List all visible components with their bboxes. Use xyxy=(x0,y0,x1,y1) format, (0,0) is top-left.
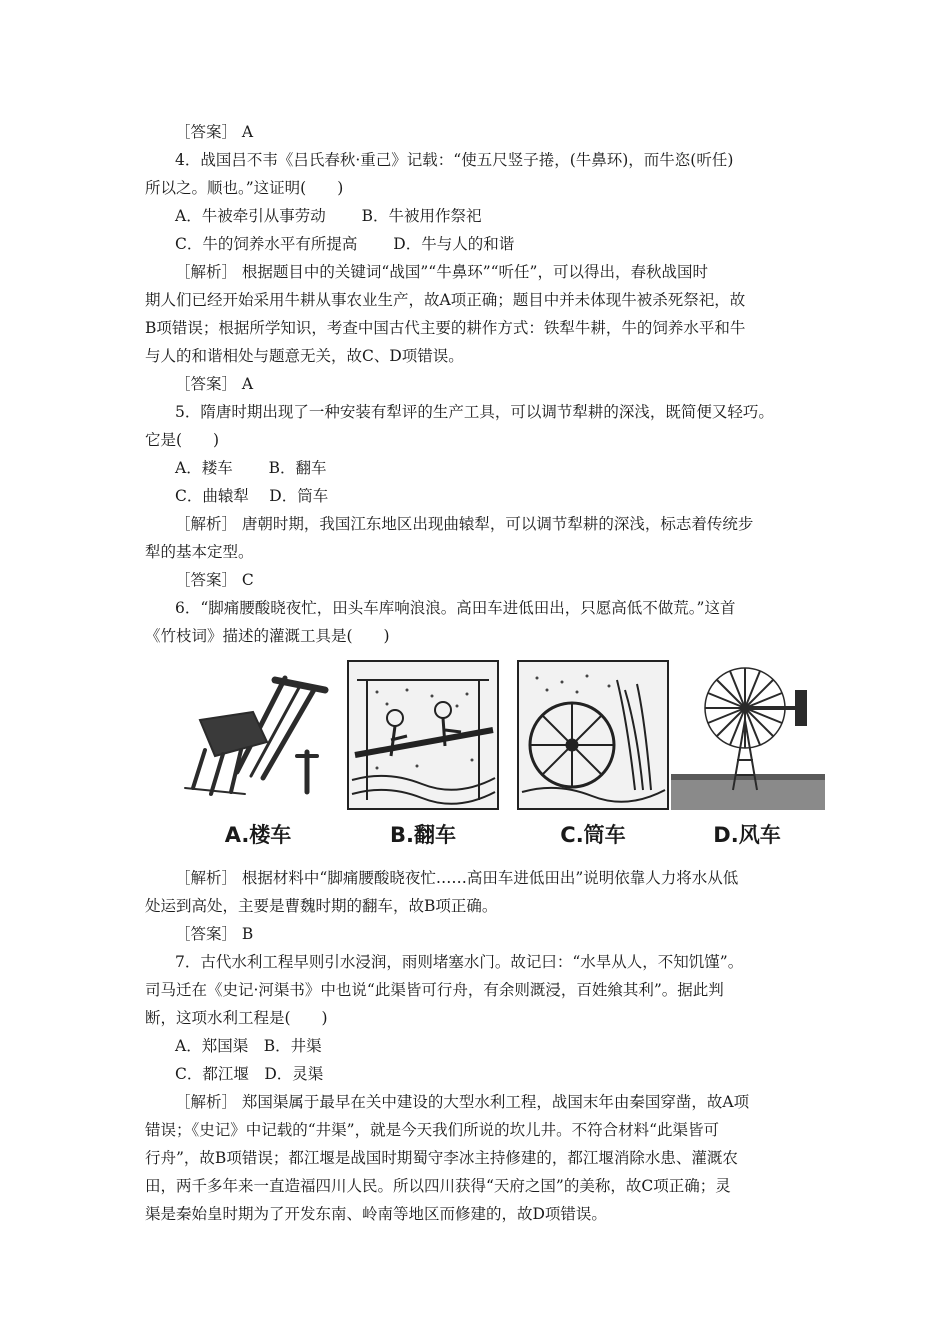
answer-label-q4: ［答案］ A xyxy=(175,375,254,393)
question-6-analysis: ［解析］ 根据材料中“脚痛腰酸晓夜忙……高田车进低田出”说明依靠人力将水从低 xyxy=(175,869,739,887)
question-6-stem-cont: 《竹枝词》描述的灌溉工具是( ) xyxy=(145,627,390,645)
caption-b: B.翻车 xyxy=(390,823,456,847)
seed-drill-illustration xyxy=(175,660,335,810)
question-5-stem: 5．隋唐时期出现了一种安装有犁评的生产工具，可以调节犁耕的深浅，既简便又轻巧。 xyxy=(175,403,774,421)
question-6-stem: 6．“脚痛腰酸晓夜忙，田头车库响浪浪。高田车进低田出，只愿高低不做荒。”这首 xyxy=(175,599,736,617)
caption-d: D.风车 xyxy=(713,823,781,847)
question-4-analysis-cont: 与人的和谐相处与题意无关，故C、D项错误。 xyxy=(145,347,464,365)
question-4-analysis-cont: B项错误；根据所学知识，考查中国古代主要的耕作方式：铁犁牛耕，牛的饲养水平和牛 xyxy=(145,319,746,337)
question-5-analysis-cont: 犁的基本定型。 xyxy=(145,543,254,561)
square-pallet-chain-pump-illustration xyxy=(347,660,499,810)
question-7-analysis: ［解析］ 郑国渠属于最早在关中建设的大型水利工程，战国末年由秦国穿凿，故A项 xyxy=(175,1093,750,1111)
question-6-analysis-cont: 处运到高处，主要是曹魏时期的翻车，故B项正确。 xyxy=(145,897,498,915)
question-5-options-cd: C．曲辕犁 D．筒车 xyxy=(175,487,329,505)
answer-label-q3: ［答案］ A xyxy=(175,123,254,141)
question-7-options-ab: A．郑国渠 B．井渠 xyxy=(175,1037,322,1055)
tube-water-wheel-illustration xyxy=(517,660,669,810)
question-5-analysis: ［解析］ 唐朝时期，我国江东地区出现曲辕犁，可以调节犁耕的深浅，标志着传统步 xyxy=(175,515,754,533)
question-5-stem-cont: 它是( ) xyxy=(145,431,220,449)
question-7-analysis-cont: 错误；《史记》中记载的“井渠”，就是今天我们所说的坎儿井。不符合材料“此渠皆可 xyxy=(145,1121,720,1139)
question-7-stem: 7．古代水利工程早则引水浸润，雨则堵塞水门。故记曰：“水旱从人，不知饥馑”。 xyxy=(175,953,744,971)
caption-c: C.筒车 xyxy=(560,823,626,847)
question-4-analysis-cont: 期人们已经开始采用牛耕从事农业生产，故A项正确；题目中并未体现牛被杀死祭祀，故 xyxy=(145,291,746,309)
question-7-stem-cont: 断，这项水利工程是( ) xyxy=(145,1009,328,1027)
question-5-options-ab: A．耧车 B．翻车 xyxy=(175,459,327,477)
irrigation-tools-figure xyxy=(175,660,825,855)
windmill-illustration xyxy=(671,660,825,810)
question-4-options-cd: C．牛的饲养水平有所提高 D．牛与人的和谐 xyxy=(175,235,515,253)
question-4-stem-cont: 所以之。顺也。”这证明( ) xyxy=(145,179,344,197)
question-7-analysis-cont: 渠是秦始皇时期为了开发东南、岭南等地区而修建的，故D项错误。 xyxy=(145,1205,607,1223)
question-7-stem-cont: 司马迁在《史记·河渠书》中也说“此渠皆可行舟，有余则溉浸，百姓飨其利”。据此判 xyxy=(145,981,724,999)
question-7-options-cd: C．都江堰 D．灵渠 xyxy=(175,1065,324,1083)
caption-a: A.楼车 xyxy=(224,823,292,847)
question-7-analysis-cont: 田，两千多年来一直造福四川人民。所以四川获得“天府之国”的美称，故C项正确；灵 xyxy=(145,1177,731,1195)
question-4-stem: 4．战国吕不韦《吕氏春秋·重己》记载：“使五尺竖子捲，(牛鼻环)，而牛恣(听任) xyxy=(175,151,734,169)
question-7-analysis-cont: 行舟”，故B项错误；都江堰是战国时期蜀守李冰主持修建的，都江堰消除水患、灌溉农 xyxy=(145,1149,738,1167)
question-4-options-ab: A．牛被牵引从事劳动 B．牛被用作祭祀 xyxy=(175,207,482,225)
answer-label-q6: ［答案］ B xyxy=(175,925,254,943)
answer-label-q5: ［答案］ C xyxy=(175,571,254,589)
question-4-analysis: ［解析］ 根据题目中的关键词“战国”“牛鼻环”“听任”，可以得出，春秋战国时 xyxy=(175,263,708,281)
